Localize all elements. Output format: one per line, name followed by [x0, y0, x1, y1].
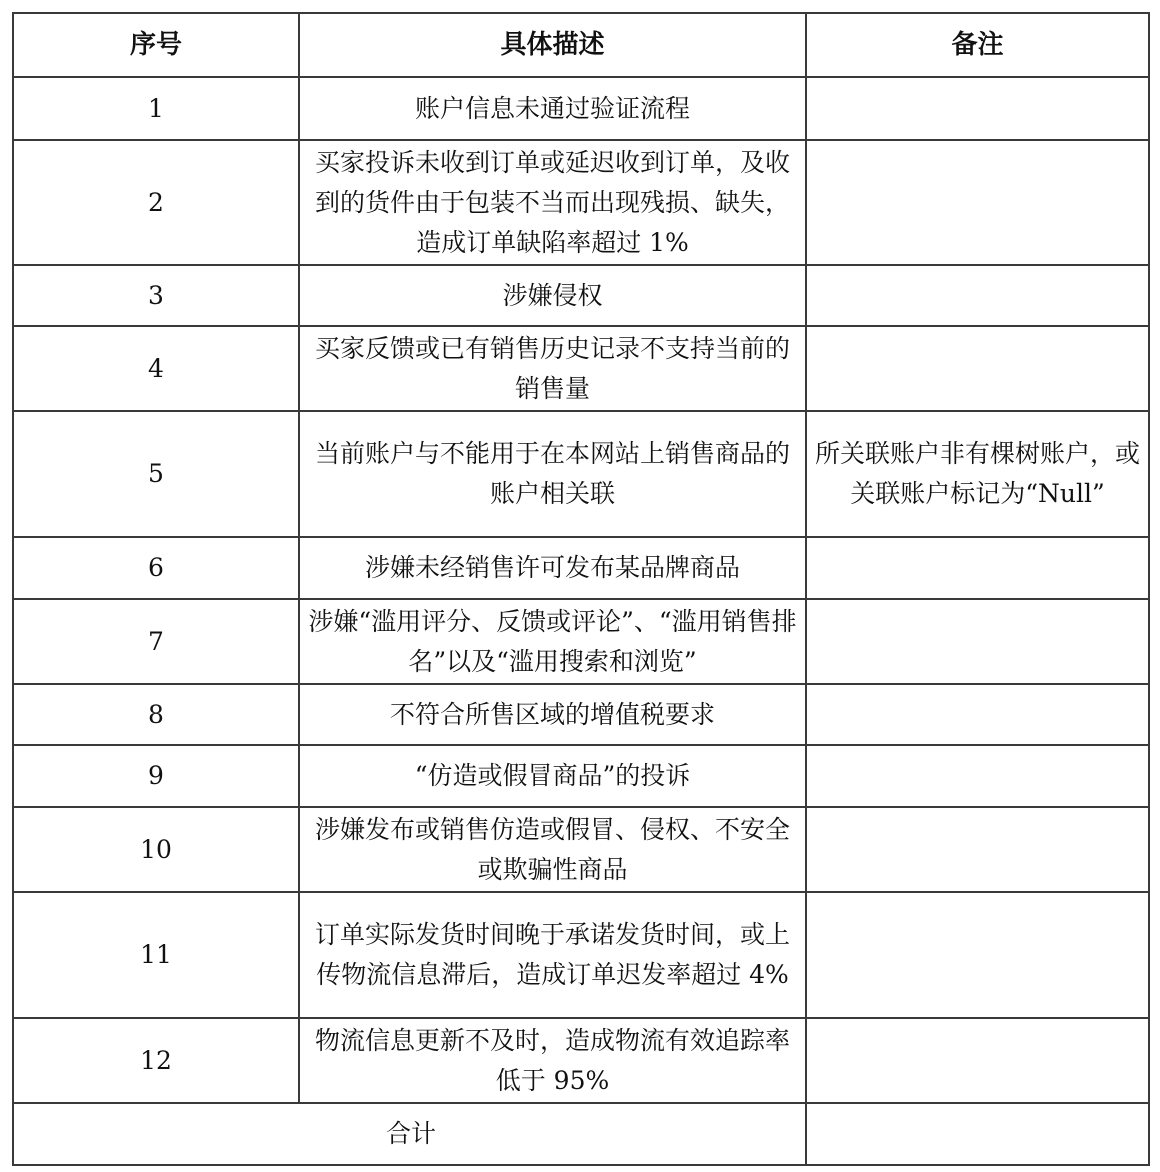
row-index: 11	[13, 892, 299, 1018]
row-remark: 所关联账户非有棵树账户，或关联账户标记为“Null”	[806, 411, 1149, 537]
table-row	[13, 1018, 1149, 1103]
row-remark	[806, 326, 1149, 411]
table-header-row	[13, 13, 1149, 77]
row-index: 6	[13, 537, 299, 599]
row-index: 12	[13, 1018, 299, 1103]
complaint-table	[12, 12, 1150, 1166]
row-description: 涉嫌发布或销售仿造或假冒、侵权、不安全或欺骗性商品	[299, 807, 806, 892]
row-description: 订单实际发货时间晚于承诺发货时间，或上传物流信息滞后，造成订单迟发率超过 4%	[299, 892, 806, 1018]
table-row	[13, 265, 1149, 326]
row-description: “仿造或假冒商品”的投诉	[299, 745, 806, 807]
row-remark	[806, 140, 1149, 265]
row-description: 买家反馈或已有销售历史记录不支持当前的销售量	[299, 326, 806, 411]
row-description: 涉嫌未经销售许可发布某品牌商品	[299, 537, 806, 599]
total-label: 合计	[13, 1103, 806, 1165]
table-row	[13, 599, 1149, 684]
row-remark	[806, 892, 1149, 1018]
header-remark: 备注	[806, 13, 1149, 77]
table-row	[13, 684, 1149, 745]
header-index: 序号	[13, 13, 299, 77]
row-index: 8	[13, 684, 299, 745]
row-description: 当前账户与不能用于在本网站上销售商品的账户相关联	[299, 411, 806, 537]
table-row	[13, 537, 1149, 599]
row-index: 9	[13, 745, 299, 807]
row-remark	[806, 684, 1149, 745]
row-description: 涉嫌“滥用评分、反馈或评论”、“滥用销售排名”以及“滥用搜索和浏览”	[299, 599, 806, 684]
row-description: 账户信息未通过验证流程	[299, 77, 806, 140]
row-index: 7	[13, 599, 299, 684]
table-row	[13, 140, 1149, 265]
row-description: 买家投诉未收到订单或延迟收到订单，及收到的货件由于包装不当而出现残损、缺失，造成订单缺陷率超过 1%	[299, 140, 806, 265]
row-remark	[806, 537, 1149, 599]
row-index: 4	[13, 326, 299, 411]
row-description: 物流信息更新不及时，造成物流有效追踪率低于 95%	[299, 1018, 806, 1103]
table-row	[13, 807, 1149, 892]
row-index: 10	[13, 807, 299, 892]
row-description: 涉嫌侵权	[299, 265, 806, 326]
row-remark	[806, 807, 1149, 892]
row-index: 1	[13, 77, 299, 140]
header-description: 具体描述	[299, 13, 806, 77]
table-footer-row	[13, 1103, 1149, 1165]
row-index: 5	[13, 411, 299, 537]
table-row	[13, 326, 1149, 411]
table-row	[13, 411, 1149, 537]
row-remark	[806, 265, 1149, 326]
row-remark	[806, 599, 1149, 684]
row-index: 3	[13, 265, 299, 326]
row-remark	[806, 1018, 1149, 1103]
table-row	[13, 77, 1149, 140]
row-description: 不符合所售区域的增值税要求	[299, 684, 806, 745]
table-row	[13, 892, 1149, 1018]
total-value	[806, 1103, 1149, 1165]
row-index: 2	[13, 140, 299, 265]
row-remark	[806, 745, 1149, 807]
row-remark	[806, 77, 1149, 140]
table-row	[13, 745, 1149, 807]
